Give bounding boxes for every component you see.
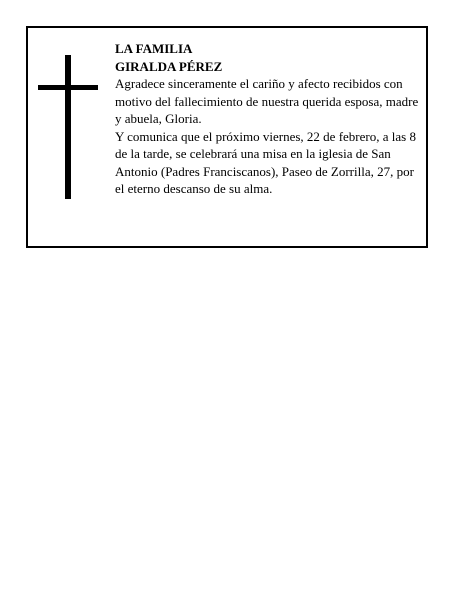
cross-icon — [38, 55, 98, 199]
gratitude-paragraph: Agradece sinceramente el cariño y afecto recibidos con motivo del fallecimiento de nuestra querida esposa, madre y abuela, Gloria. — [115, 76, 419, 126]
family-name: GIRALDA PÉREZ — [115, 58, 223, 74]
cross-horizontal-bar — [38, 85, 98, 90]
notice-text — [115, 40, 421, 198]
cross-vertical-bar — [65, 55, 71, 199]
obituary-notice — [26, 26, 428, 248]
family-label: LA FAMILIA — [115, 41, 193, 56]
mass-announcement-paragraph: Y comunica que el próximo viernes, 22 de febrero, a las 8 de la tarde, se celebrará una misa en la iglesia de San Antonio (Padres Franciscanos), Paseo de Zorrilla, 27, por el eterno descanso de su alma. — [115, 128, 416, 196]
